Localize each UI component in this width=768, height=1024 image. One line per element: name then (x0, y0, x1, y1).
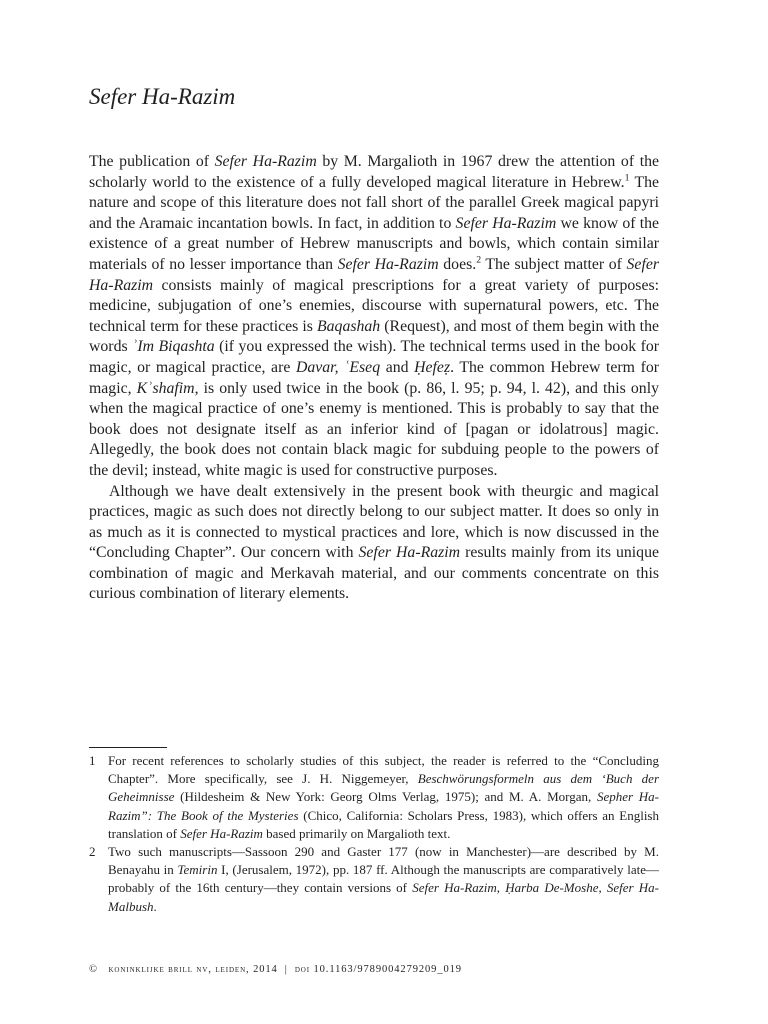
footnote-ref-1[interactable]: 1 (624, 172, 630, 184)
publisher-line: koninklijke brill nv, leiden, 2014 (108, 964, 278, 975)
doi-link[interactable]: doi 10.1163/9789004279209_019 (294, 964, 462, 975)
body-text (89, 152, 659, 605)
copyright-icon: © (89, 964, 98, 975)
footnote-divider (89, 747, 167, 748)
page-footer (89, 964, 659, 975)
footnote-number: 1 (89, 753, 96, 768)
paragraph-2: Although we have dealt extensively in the present book with theurgic and magical practices, magic as such does not directly belong to our subject matter. It does so only in as much as it is connected to mystical practices and lore, which is now discussed in the “Concluding Chapter”. Our concern with Sefer Ha-Razim results mainly from its unique combination of magic and Merkavah material, and our comments concentrate on this curious combination of literary elements. (89, 482, 659, 603)
footnotes (89, 752, 659, 916)
footnote-1: 1 For recent references to scholarly studies of this subject, the reader is referred to the “Concluding Chapter”. More specifically, see J. H. Niggemeyer, Beschwörungsformeln aus dem ‘Buch der Geheimnisse (Hildesheim & New York: Georg Olms Verlag, 1975); and M. A. Morgan, Sepher Ha-Razim”: The Book of the Mysteries (Chico, California: Scholars Press, 1983), which offers an English translation of Sefer Ha-Razim based primarily on Margalioth text. (89, 753, 659, 841)
footnote-2: 2 Two such manuscripts—Sassoon 290 and Gaster 177 (now in Manchester)—are described by M. Benayahu in Temirin I, (Jerusalem, 1972), pp. 187 ff. Although the manuscripts are comparatively late—probably of the 16th century—they contain versions of Sefer Ha-Razim, Ḥarba De-Moshe, Sefer Ha-Malbush. (89, 844, 660, 914)
paragraph-1: The publication of Sefer Ha-Razim by M. Margalioth in 1967 drew the attention of the scholarly world to the existence of a fully developed magical literature in Hebrew.$^1$ The nature and scope of this literature does not fall short of the parallel Greek magical papyri and the Aramaic incantation bowls. In fact, in addition to Sefer Ha-Razim we know of the existence of a great number of Hebrew manuscripts and bowls, which contain similar materials of no lesser importance than Sefer Ha-Razim does.$^2$ The subject matter of Sefer Ha-Razim consists mainly of magical prescriptions for a great variety of purposes: medicine, subjugation of one’s enemies, discourse with supernatural powers, etc. The technical term for these practices is Baqashah (Request), and most of them begin with the words ʾIm Biqashta (if you expressed the wish). The technical terms used in the book for magic, or magical practice, are Davar, ʿEseq and Ḥefeẓ. The common Hebrew term for magic, Kʾshafim, is only used twice in the book (p. 86, l. 95; p. 94, l. 42), and this only when the magical practice of one’s enemy is mentioned. This is probably to say that the book does not designate itself as an inferior kind of [pagan or idolatrous] magic. Allegedly, the book does not contain black magic for subduing people to the powers of the devil; instead, white magic is used for constructive purposes. (89, 153, 660, 479)
footer-separator: | (284, 964, 288, 975)
footnote-number: 2 (89, 844, 96, 860)
chapter-title: Sefer Ha-Razim (89, 84, 236, 109)
footnote-ref-2[interactable]: 2 (476, 254, 482, 266)
